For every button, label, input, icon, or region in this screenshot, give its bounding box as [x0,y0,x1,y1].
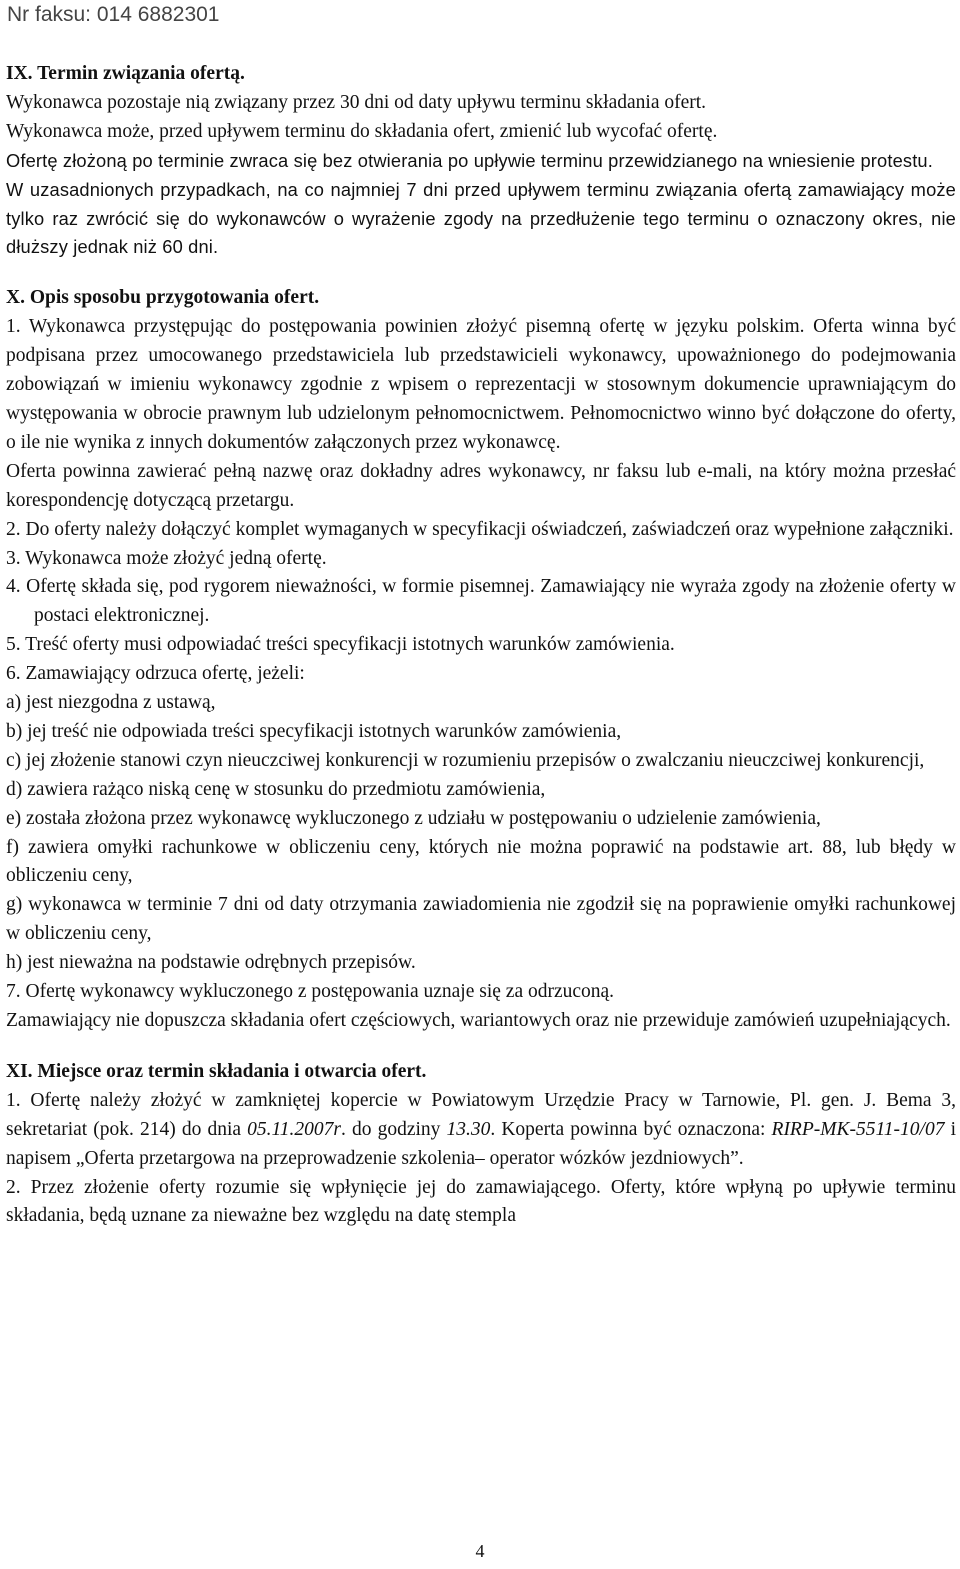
page-number: 4 [475,1541,485,1561]
deadline-date: 05.11.2007r [247,1118,342,1140]
list-item: b) jej treść nie odpowiada treści specyfikacji istotnych warunków zamówienia, [6,720,622,742]
section-heading-x: X. Opis sposobu przygotowania ofert. [6,287,320,309]
paragraph: Ofertę złożoną po terminie zwraca się bez otwierania po upływie terminu przewidzianego na wniesienie protestu. [6,149,933,171]
paragraph: Oferta powinna zawierać pełną nazwę oraz dokładny adres wykonawcy, nr faksu lub e-mali, na który można przesłać korespondencję dotyczącą przetargu. [6,460,956,511]
text-span: . do godziny [341,1118,447,1140]
paragraph: 2. Do oferty należy dołączyć komplet wymaganych w specyfikacji oświadczeń, zaświadczeń oraz wypełnione załączniki. [6,518,954,540]
list-item: 4. Ofertę składa się, pod rygorem nieważności, w formie pisemnej. Zamawiający nie wyraża zgody na złożenie oferty w postaci elektronicznej. [6,576,956,627]
list-item: 3. Wykonawca może złożyć jedną ofertę. [6,547,327,569]
deadline-time: 13.30 [446,1118,491,1140]
list-item: 6. Zamawiający odrzuca ofertę, jeżeli: [6,663,305,685]
list-item: 7. Ofertę wykonawcy wykluczonego z postępowania uznaje się za odrzuconą. [6,981,615,1003]
section-heading-ix: IX. Termin związania ofertą. [6,63,245,84]
fax-header: Nr faksu: 014 6882301 [7,3,220,26]
paragraph: 2. Przez złożenie oferty rozumie się wpłynięcie jej do zamawiającego. Oferty, które wpłyną po upływie terminu składania, będą uznane za nieważne bez względu na datę stempla [6,1176,956,1227]
list-item: d) zawiera rażąco niską cenę w stosunku do przedmiotu zamówienia, [6,778,546,800]
section-heading-xi: XI. Miejsce oraz termin składania i otwarcia ofert. [6,1060,427,1082]
text-span: i napisem „Oferta przetargowa na przeprowadzenie szkolenia– operator wózków jezdniowych”. [6,1118,956,1169]
document-body [6,60,956,1231]
paragraph [6,1087,956,1174]
envelope-code: RIRP-MK-5511-10/07 [771,1118,945,1140]
list-item: e) została złożona przez wykonawcę wykluczonego z udziału w postępowaniu o udzielenie zamówienia, [6,807,821,829]
paragraph: 1. Wykonawca przystępując do postępowania powinien złożyć pisemną ofertę w języku polskim. Oferta winna być podpisana przez umocowanego przedstawiciela lub przedstawicieli wykonawcy, upoważnionego do podejmowania zobowiązań w imieniu wykonawcy zgodnie z wpisem o reprezentacji w stosownym dokumencie uprawniającym do występowania w obrocie prawnym lub udzielonym pełnomocnictwem. Pełnomocnictwo winno być dołączone do oferty, o ile nie wynika z innych dokumentów załączonych przez wykonawcę. [6,316,956,453]
paragraph: Wykonawca może, przed upływem terminu do składania ofert, zmienić lub wycofać ofertę. [6,120,718,142]
list-item: g) wykonawca w terminie 7 dni od daty otrzymania zawiadomienia nie zgodził się na poprawienie omyłki rachunkowej w obliczeniu ceny, [6,894,956,945]
text-span: 1. Ofertę należy złożyć w zamkniętej kopercie w Powiatowym Urzędzie Pracy w Tarnowie, Pl. gen. J. Bema 3, sekretariat (pok. 214) do dnia [6,1089,956,1140]
list-item: 5. Treść oferty musi odpowiadać treści specyfikacji istotnych warunków zamówienia. [6,634,675,656]
list-item: h) jest nieważna na podstawie odrębnych przepisów. [6,952,416,974]
paragraph: W uzasadnionych przypadkach, na co najmniej 7 dni przed upływem terminu związania ofertą zamawiający może tylko raz zwrócić się do wykonawców o wyrażenie zgody na przedłużenie tego terminu o oznaczony okres, nie dłuższy jednak niż 60 dni. [6,178,956,258]
list-item: f) zawiera omyłki rachunkowe w obliczeniu ceny, których nie można poprawić na podstawie art. 88, lub błędy w obliczeniu ceny, [6,836,956,887]
text-span: . Koperta powinna być oznaczona: [490,1118,772,1140]
list-item: a) jest niezgodna z ustawą, [6,692,216,714]
list-item: c) jej złożenie stanowi czyn nieuczciwej konkurencji w rozumieniu przepisów o zwalczaniu nieuczciwej konkurencji, [6,749,925,771]
paragraph: Wykonawca pozostaje nią związany przez 30 dni od daty upływu terminu składania ofert. [6,91,707,113]
paragraph: Zamawiający nie dopuszcza składania ofert częściowych, wariantowych oraz nie przewiduje zamówień uzupełniających. [6,1010,951,1031]
